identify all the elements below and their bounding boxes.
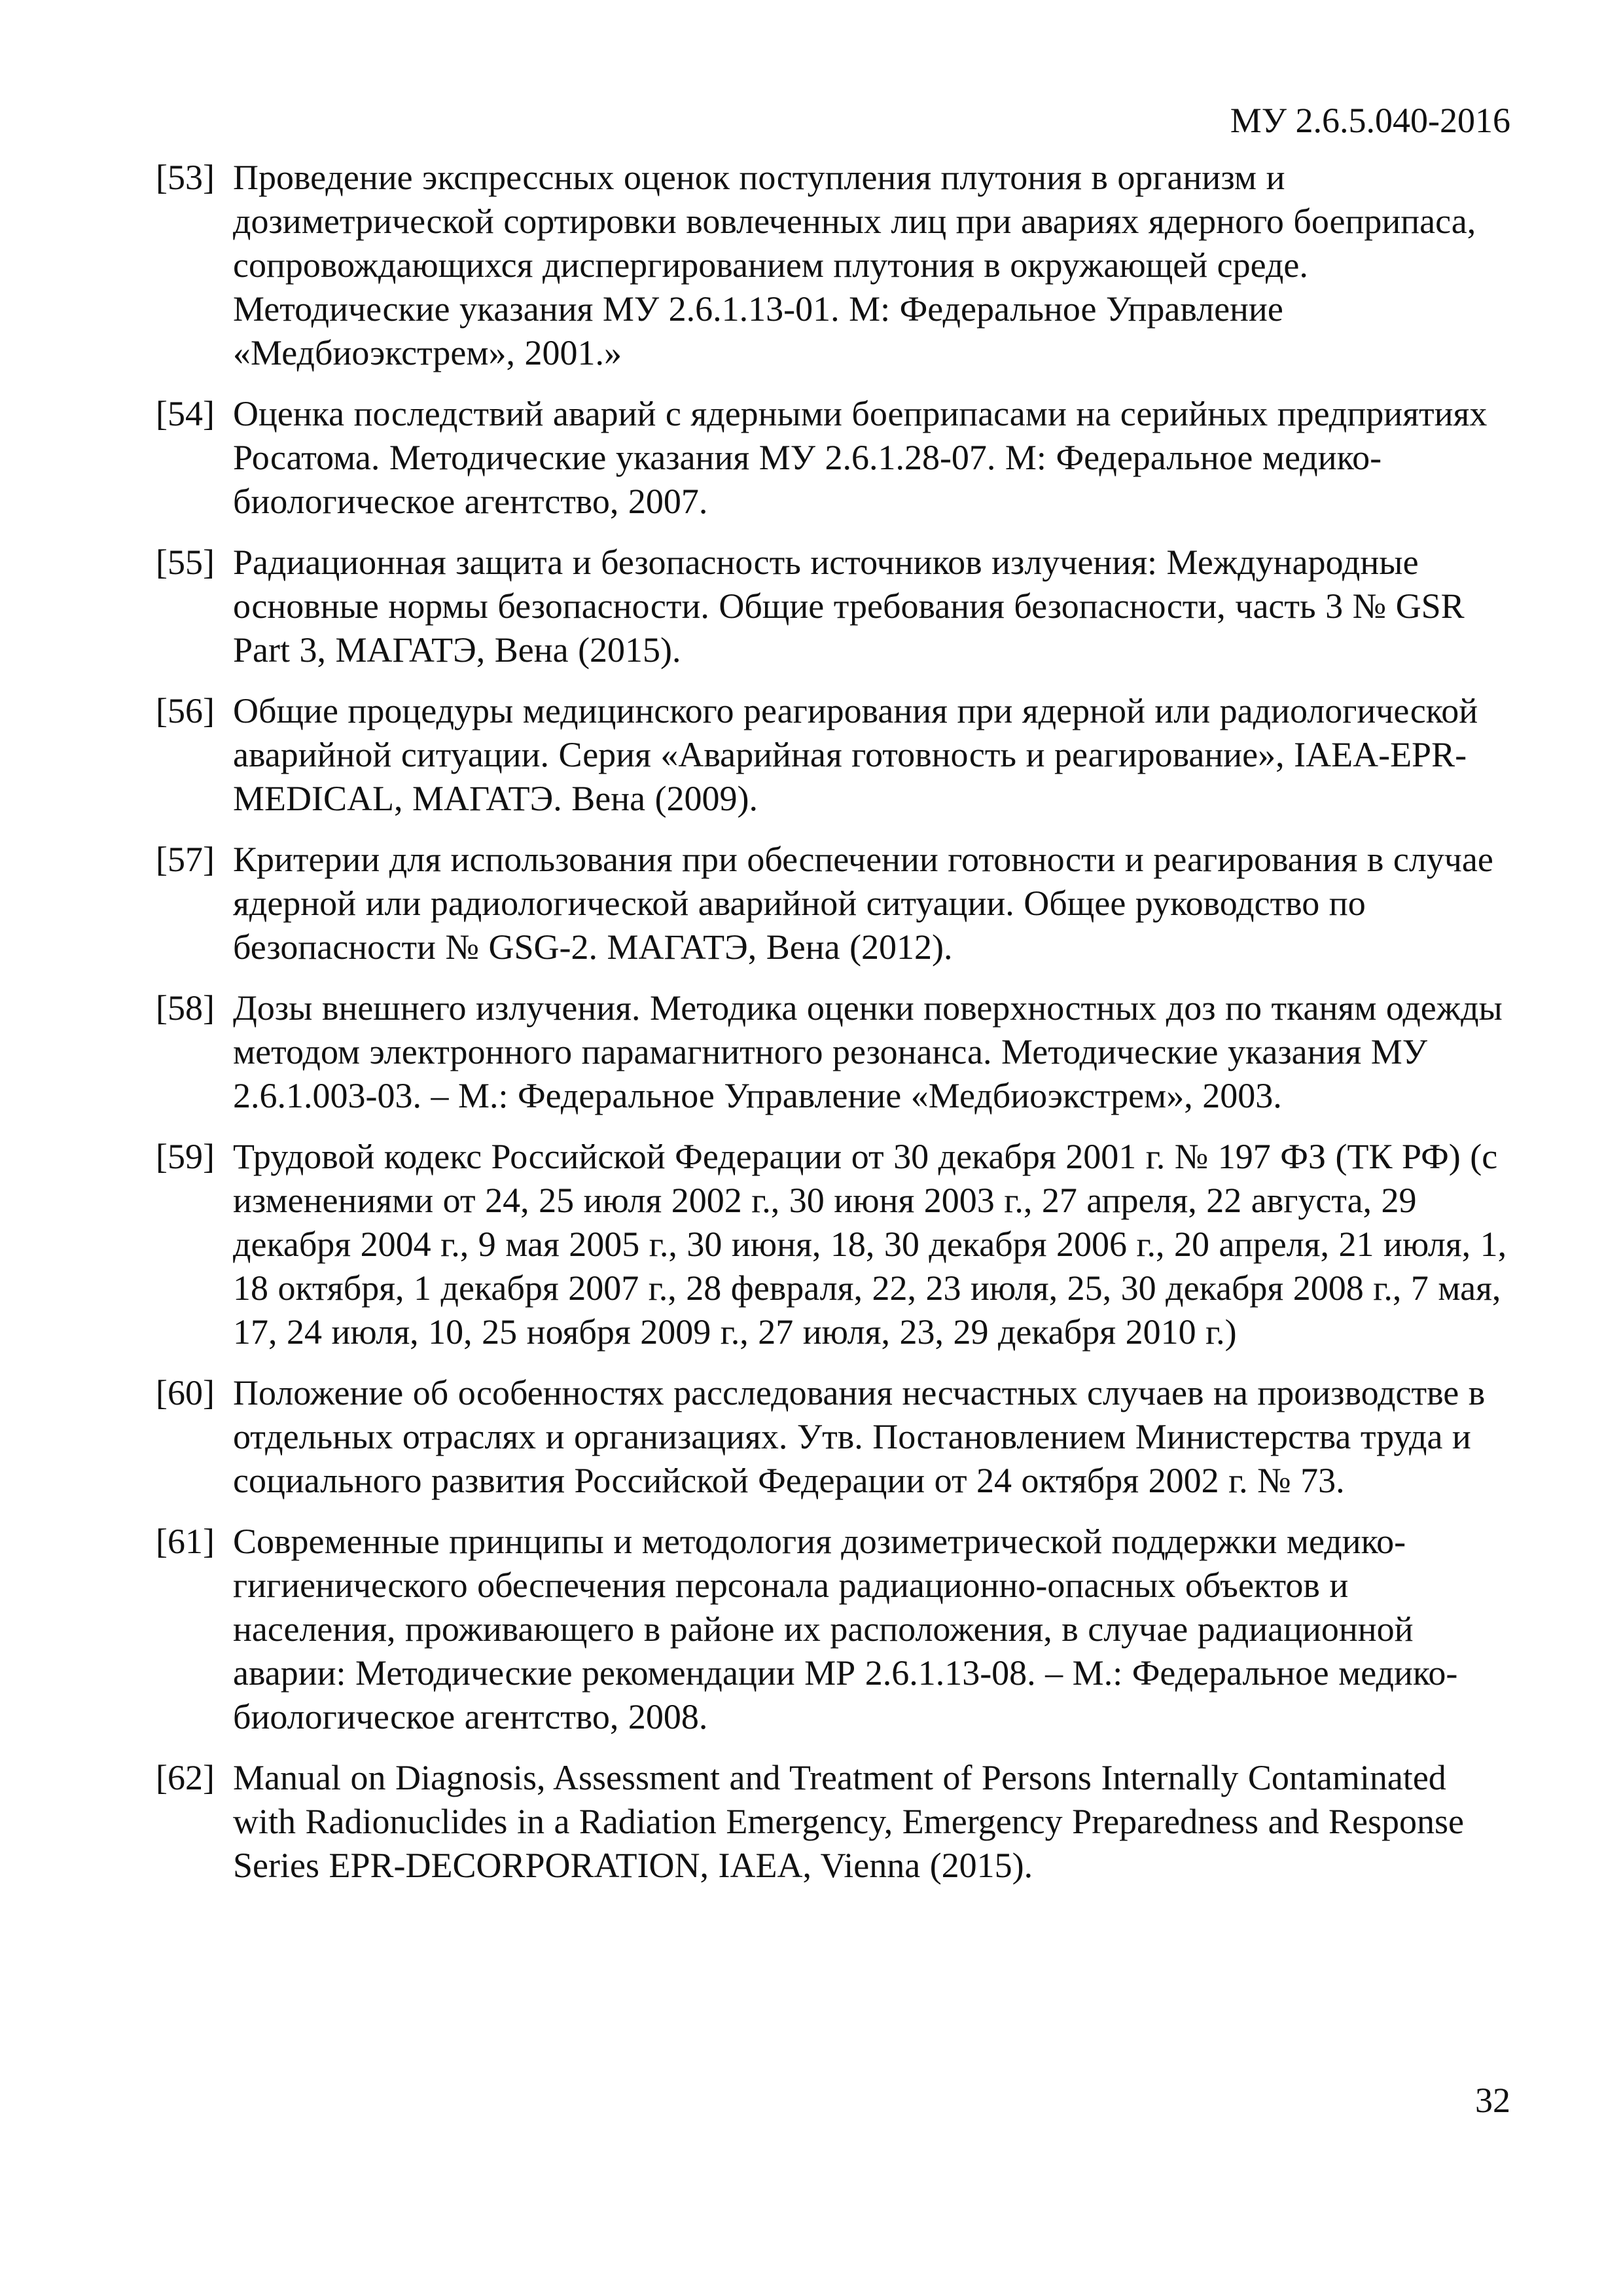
reference-item <box>156 1520 1510 1739</box>
reference-list <box>156 156 1510 1905</box>
reference-number: [54] <box>156 394 215 433</box>
reference-item <box>156 986 1510 1118</box>
reference-number: [57] <box>156 840 215 879</box>
reference-item <box>156 838 1510 969</box>
reference-text: Современные принципы и методология дозиметрической поддержки медико-гигиенического обеспечения персонала радиационно-опасных объектов и населения, проживающего в районе их расположения, в случае радиационной аварии: Методические рекомендации МР 2.6.1.13-08. – М.: Федеральное медико-биологическое агентство, 2008. <box>233 1522 1458 1736</box>
reference-number: [53] <box>156 158 215 197</box>
reference-number: [62] <box>156 1758 215 1797</box>
document-code: МУ 2.6.5.040-2016 <box>1230 101 1510 140</box>
reference-text: Оценка последствий аварий с ядерными боеприпасами на серийных предприятиях Росатома. Методические указания МУ 2.6.1.28-07. М: Федеральное медико-биологическое агентство, 2007. <box>233 394 1488 521</box>
reference-text: Критерии для использования при обеспечении готовности и реагирования в случае ядерной или радиологической аварийной ситуации. Общее руководство по безопасности № GSG-2. МАГАТЭ, Вена (2012). <box>233 840 1493 967</box>
reference-item <box>156 1371 1510 1503</box>
reference-item <box>156 1756 1510 1888</box>
reference-text: Проведение экспрессных оценок поступления плутония в организм и дозиметрической сортировки вовлеченных лиц при авариях ядерного боеприпаса, сопровождающихся диспергированием плутония в окружающей среде. Методические указания МУ 2.6.1.13-01. М: Федеральное Управление «Медбиоэкстрем», 2001.» <box>233 158 1476 372</box>
reference-item <box>156 689 1510 821</box>
reference-number: [60] <box>156 1373 215 1412</box>
reference-text: Общие процедуры медицинского реагирования при ядерной или радиологической аварийной ситуации. Серия «Аварийная готовность и реагирование», IAEA-EPR-MEDICAL, МАГАТЭ. Вена (2009). <box>233 691 1478 818</box>
reference-text: Радиационная защита и безопасность источников излучения: Международные основные нормы безопасности. Общие требования безопасности, часть 3 № GSR Part 3, МАГАТЭ, Вена (2015). <box>233 543 1465 670</box>
reference-item <box>156 156 1510 375</box>
reference-item <box>156 1135 1510 1354</box>
reference-item <box>156 541 1510 672</box>
reference-number: [55] <box>156 543 215 582</box>
reference-text: Положение об особенностях расследования несчастных случаев на производстве в отдельных отраслях и организациях. Утв. Постановлением Министерства труда и социального развития Российской Федерации от 24 октября 2002 г. № 73. <box>233 1373 1486 1500</box>
reference-number: [59] <box>156 1137 215 1176</box>
reference-number: [61] <box>156 1522 215 1561</box>
page-number: 32 <box>1475 2081 1510 2120</box>
reference-text: Трудовой кодекс Российской Федерации от 30 декабря 2001 г. № 197 ФЗ (ТК РФ) (с изменениями от 24, 25 июля 2002 г., 30 июня 2003 г., 27 апреля, 22 августа, 29 декабря 2004 г., 9 мая 2005 г., 30 июня, 18, 30 декабря 2006 г., 20 апреля, 21 июля, 1, 18 октября, 1 декабря 2007 г., 28 февраля, 22, 23 июля, 25, 30 декабря 2008 г., 7 мая, 17, 24 июля, 10, 25 ноября 2009 г., 27 июля, 23, 29 декабря 2010 г.) <box>233 1137 1507 1352</box>
reference-number: [56] <box>156 691 215 730</box>
reference-text: Дозы внешнего излучения. Методика оценки поверхностных доз по тканям одежды методом электронного парамагнитного резонанса. Методические указания МУ 2.6.1.003-03. – М.: Федеральное Управление «Медбиоэкстрем», 2003. <box>233 988 1503 1115</box>
reference-item <box>156 392 1510 524</box>
reference-text: Manual on Diagnosis, Assessment and Treatment of Persons Internally Contaminated with Radionuclides in a Radiation Emergency, Emergency Preparedness and Response Series EPR-DECORPORATION, IAEA, Vienna (2015). <box>233 1758 1465 1885</box>
reference-number: [58] <box>156 988 215 1028</box>
